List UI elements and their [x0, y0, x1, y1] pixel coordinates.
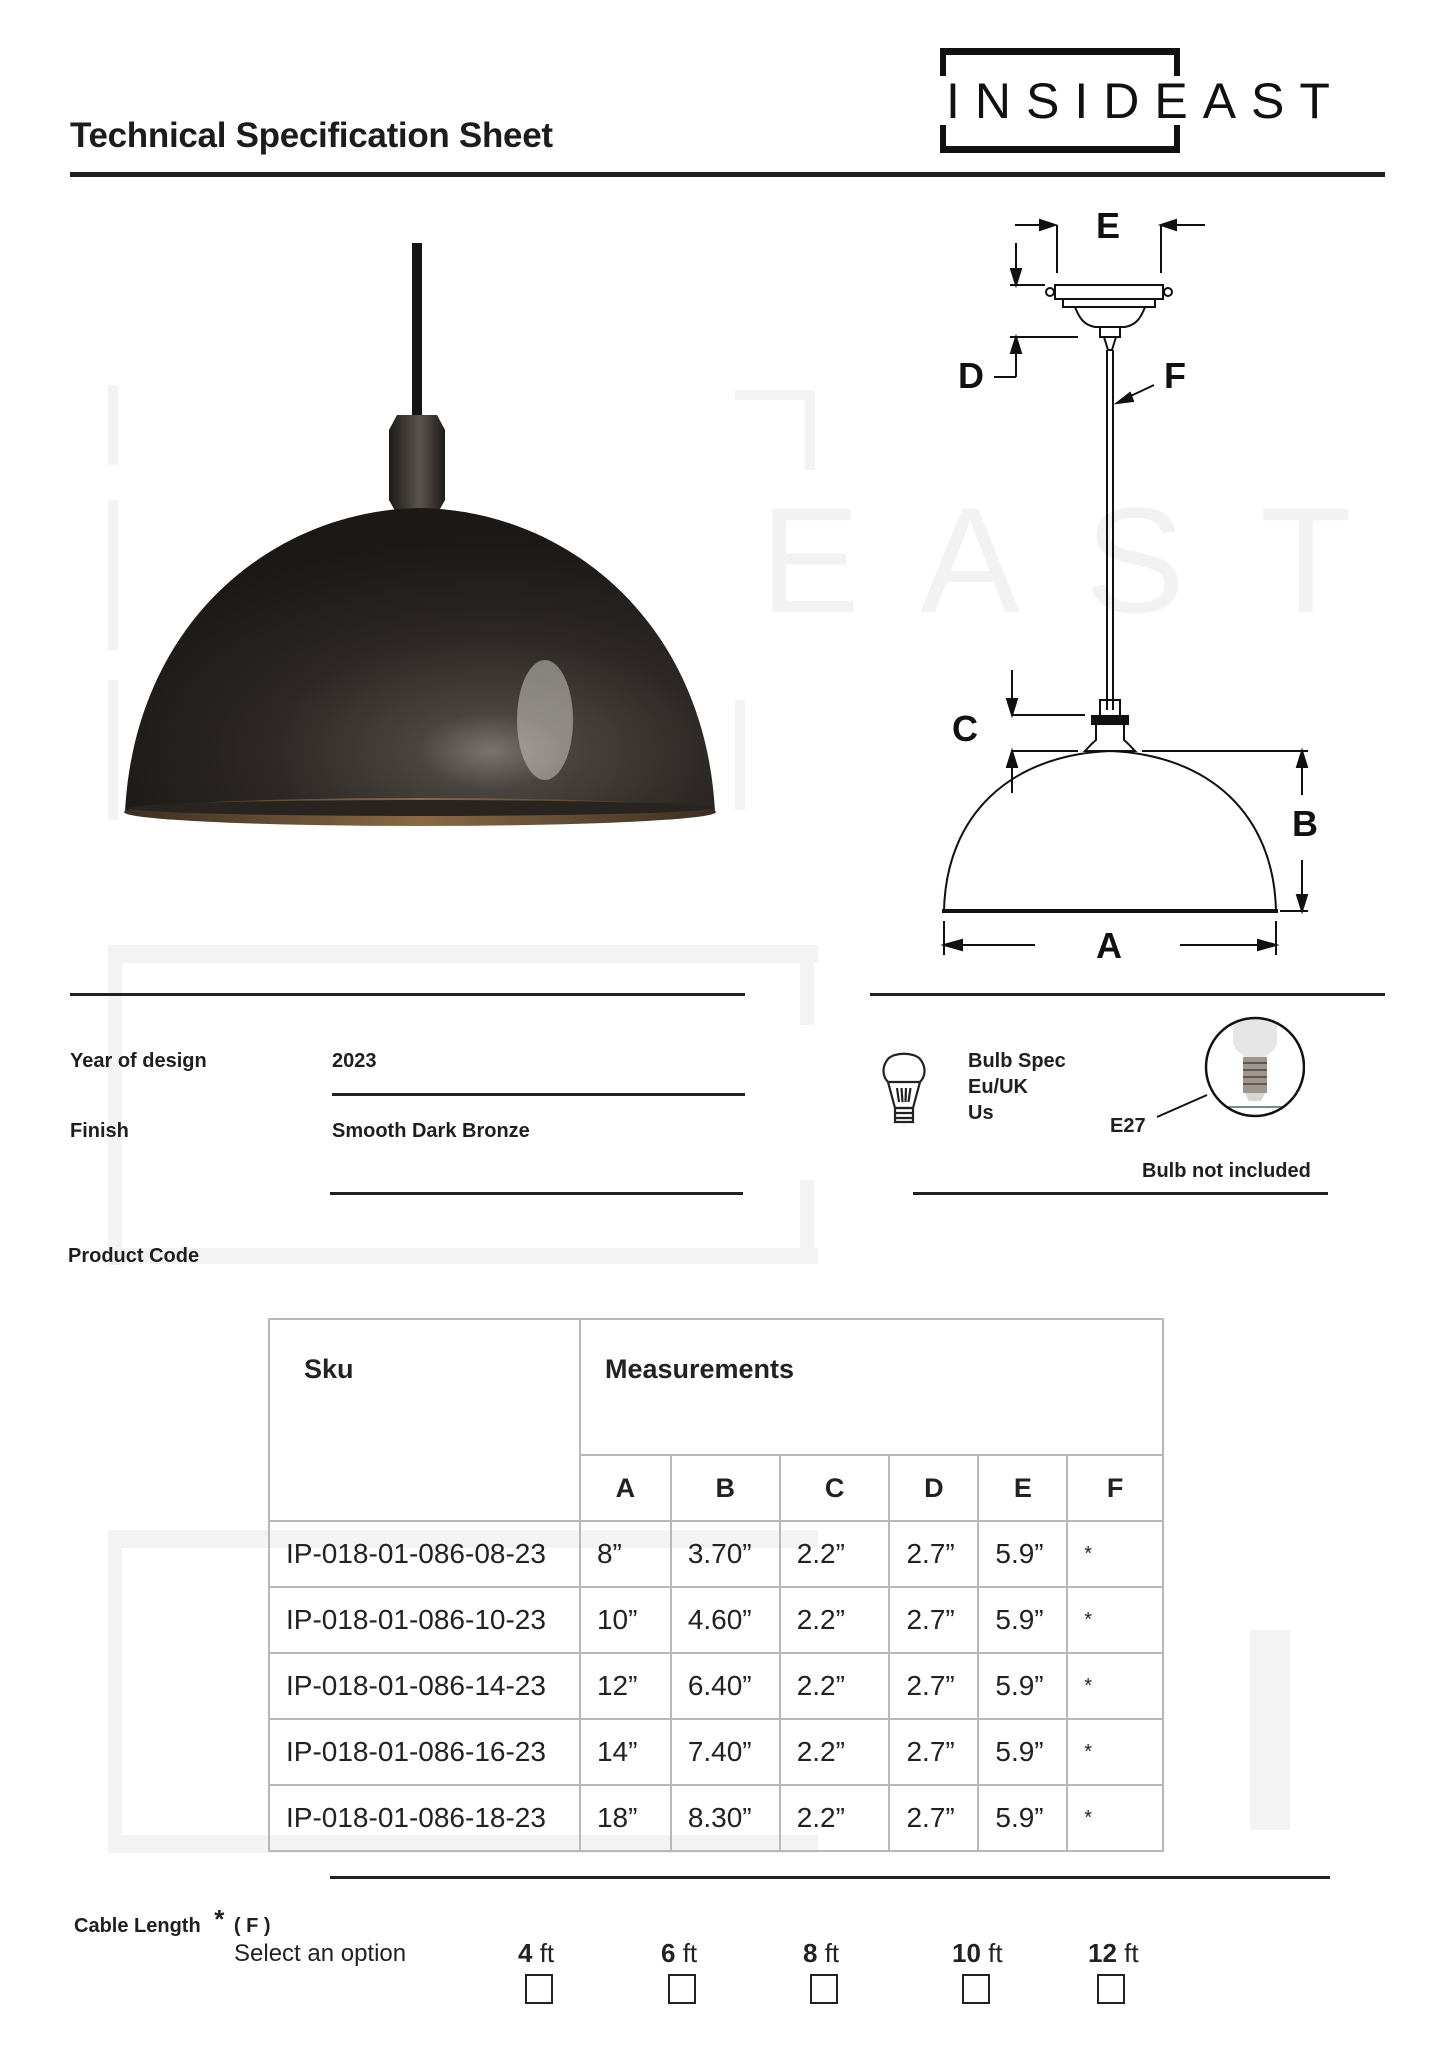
dimension-label-e: E: [1096, 205, 1121, 246]
checkbox-4ft[interactable]: [525, 1974, 553, 2004]
select-option-prompt: Select an option: [234, 1940, 407, 1967]
dimension-label-f: F: [1164, 355, 1186, 396]
table-row: [269, 1587, 1163, 1653]
left-section-divider: [70, 993, 745, 996]
dimension-diagram: [930, 195, 1350, 975]
measurement-e-cell: 5.9”: [978, 1719, 1067, 1785]
option-number: 12: [1088, 1938, 1117, 1968]
measurement-a-cell: 12”: [580, 1653, 671, 1719]
finish-label: Finish: [70, 1120, 129, 1142]
header-divider: [70, 172, 1385, 177]
table-row: [269, 1785, 1163, 1851]
measurement-e-cell: 5.9”: [978, 1521, 1067, 1587]
option-number: 8: [803, 1938, 818, 1968]
option-unit: ft: [682, 1938, 698, 1968]
measurement-f-cell: *: [1067, 1653, 1163, 1719]
measurement-d-cell: 2.7”: [889, 1653, 978, 1719]
dimension-label-c: C: [952, 708, 978, 749]
bulb-spec-title: Bulb Spec: [968, 1050, 1066, 1072]
sku-cell: IP-018-01-086-14-23: [269, 1653, 580, 1719]
measurement-f-cell: *: [1067, 1587, 1163, 1653]
sku-cell: IP-018-01-086-10-23: [269, 1587, 580, 1653]
measurement-c-cell: 2.2”: [780, 1587, 890, 1653]
technical-drawing-icon: [930, 195, 1350, 975]
table-row: [269, 1719, 1163, 1785]
column-header-f: F: [1067, 1455, 1163, 1521]
bulb-spec-us: Us: [968, 1102, 994, 1124]
column-header-b: B: [671, 1455, 780, 1521]
measurement-f-cell: *: [1067, 1785, 1163, 1851]
bulb-section: [870, 1000, 1390, 1200]
finish-value: Smooth Dark Bronze: [332, 1120, 530, 1142]
cable-length-suffix: ( F ): [233, 1915, 271, 1937]
measurement-d-cell: 2.7”: [889, 1785, 978, 1851]
measurement-b-cell: 4.60”: [671, 1587, 780, 1653]
bulb-socket-type: E27: [1110, 1115, 1146, 1137]
measurement-a-cell: 10”: [580, 1587, 671, 1653]
option-unit: ft: [1124, 1938, 1139, 1968]
option-unit: ft: [824, 1938, 840, 1968]
logo-text: INSIDEAST: [946, 73, 1345, 129]
option-unit: ft: [988, 1938, 1003, 1968]
cable-section-divider: [330, 1876, 1330, 1879]
pendant-lamp-photo-icon: [115, 240, 735, 860]
column-header-e: E: [978, 1455, 1067, 1521]
column-header-a: A: [580, 1455, 671, 1521]
measurement-f-cell: *: [1067, 1719, 1163, 1785]
option-number: 6: [661, 1938, 676, 1968]
dimension-label-a: A: [1096, 925, 1122, 966]
bulb-underline: [913, 1192, 1328, 1195]
e27-socket-closeup-icon: [1115, 1015, 1305, 1130]
measurement-e-cell: 5.9”: [978, 1587, 1067, 1653]
measurement-b-cell: 8.30”: [671, 1785, 780, 1851]
option-unit: ft: [539, 1938, 555, 1968]
cable-length-heading: [74, 1904, 271, 1938]
year-of-design-value: 2023: [332, 1050, 377, 1072]
year-underline: [332, 1093, 745, 1096]
measurement-c-cell: 2.2”: [780, 1785, 890, 1851]
year-of-design-label: Year of design: [70, 1050, 207, 1072]
sku-column-header: Sku: [269, 1319, 580, 1521]
checkbox-6ft[interactable]: [668, 1974, 696, 2004]
measurement-f-cell: *: [1067, 1521, 1163, 1587]
measurement-a-cell: 18”: [580, 1785, 671, 1851]
checkbox-12ft[interactable]: [1097, 1974, 1125, 2004]
table-header-row: [269, 1319, 1163, 1455]
measurement-d-cell: 2.7”: [889, 1719, 978, 1785]
sku-measurements-table: [268, 1318, 1164, 1852]
measurement-c-cell: 2.2”: [780, 1653, 890, 1719]
measurement-e-cell: 5.9”: [978, 1785, 1067, 1851]
measurement-b-cell: 6.40”: [671, 1653, 780, 1719]
measurement-b-cell: 3.70”: [671, 1521, 780, 1587]
table-row: [269, 1653, 1163, 1719]
finish-underline: [330, 1192, 743, 1195]
bulb-spec-eu-uk: Eu/UK: [968, 1076, 1028, 1098]
cable-length-label: Cable Length: [74, 1915, 201, 1937]
dimension-label-d: D: [958, 355, 984, 396]
required-asterisk: *: [214, 1904, 225, 1934]
sku-cell: IP-018-01-086-16-23: [269, 1719, 580, 1785]
measurement-a-cell: 8”: [580, 1521, 671, 1587]
dimension-label-b: B: [1292, 803, 1318, 844]
bulb-not-included-note: Bulb not included: [1142, 1160, 1311, 1182]
column-header-d: D: [889, 1455, 978, 1521]
measurement-c-cell: 2.2”: [780, 1521, 890, 1587]
sku-cell: IP-018-01-086-18-23: [269, 1785, 580, 1851]
measurement-a-cell: 14”: [580, 1719, 671, 1785]
measurement-b-cell: 7.40”: [671, 1719, 780, 1785]
table-row: [269, 1521, 1163, 1587]
measurement-c-cell: 2.2”: [780, 1719, 890, 1785]
option-number: 4: [518, 1938, 533, 1968]
measurement-d-cell: 2.7”: [889, 1521, 978, 1587]
page-title: Technical Specification Sheet: [70, 116, 553, 155]
checkbox-8ft[interactable]: [810, 1974, 838, 2004]
column-header-c: C: [780, 1455, 890, 1521]
measurement-d-cell: 2.7”: [889, 1587, 978, 1653]
product-photo: [115, 240, 735, 860]
measurements-column-header: Measurements: [580, 1319, 1163, 1455]
sku-cell: IP-018-01-086-08-23: [269, 1521, 580, 1587]
right-section-divider: [870, 993, 1385, 996]
checkbox-10ft[interactable]: [962, 1974, 990, 2004]
measurement-e-cell: 5.9”: [978, 1653, 1067, 1719]
product-code-label: Product Code: [68, 1245, 200, 1267]
light-bulb-icon: [880, 1050, 928, 1128]
option-number: 10: [952, 1938, 981, 1968]
